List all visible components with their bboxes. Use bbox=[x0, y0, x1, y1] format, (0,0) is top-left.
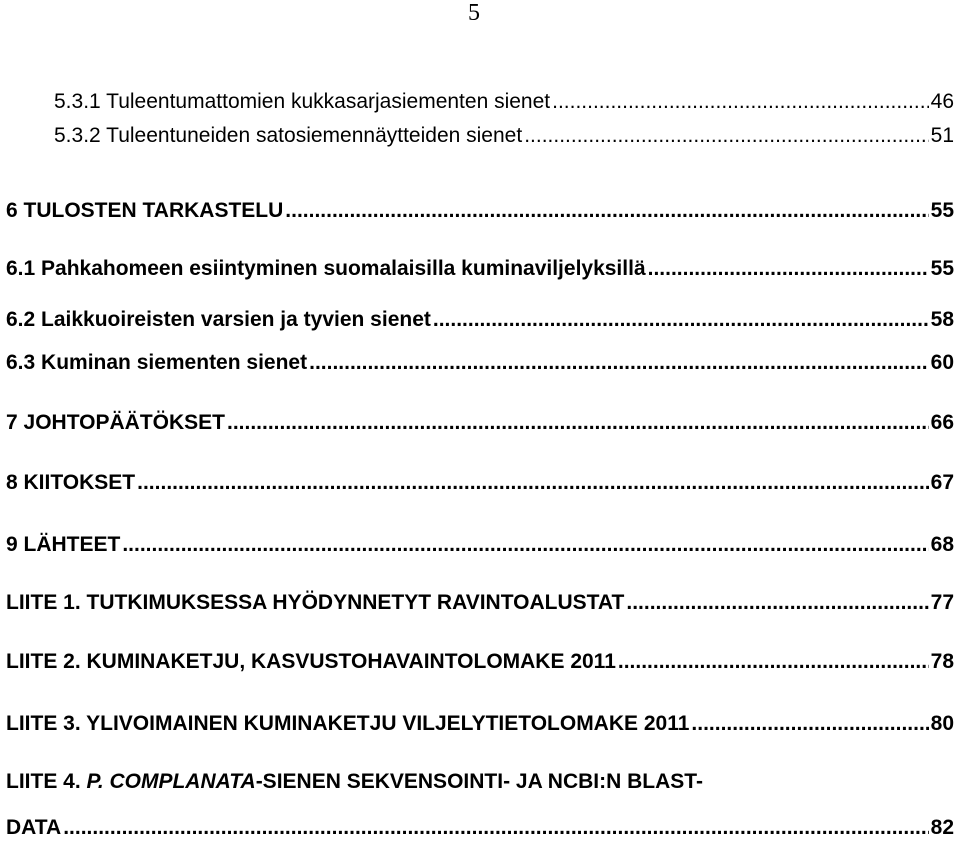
toc-entry-page: 55 bbox=[930, 199, 954, 222]
toc-entry-liite-2[interactable] bbox=[6, 649, 954, 675]
toc-dot-leader bbox=[552, 89, 929, 115]
toc-entry-prefix: LIITE 4. bbox=[6, 770, 87, 793]
toc-dot-leader bbox=[227, 410, 929, 436]
toc-entry-page: 78 bbox=[930, 650, 954, 673]
toc-entry-5-3-2[interactable] bbox=[54, 123, 954, 149]
toc-dot-leader bbox=[524, 123, 928, 149]
toc-entry-italic-species: P. COMPLANATA bbox=[86, 770, 256, 793]
toc-entry-title: LIITE 3. YLIVOIMAINEN KUMINAKETJU VILJELYTIETOLOMAKE 2011 bbox=[6, 712, 690, 735]
toc-dot-leader bbox=[122, 532, 928, 558]
toc-entry-5-3-1[interactable] bbox=[54, 89, 954, 115]
toc-entry-liite-3[interactable] bbox=[6, 711, 954, 737]
toc-entry-title: DATA bbox=[6, 816, 62, 839]
toc-entry-liite-4-line1[interactable] bbox=[6, 769, 703, 795]
toc-dot-leader bbox=[626, 590, 928, 616]
toc-entry-page: 82 bbox=[930, 816, 954, 839]
toc-entry-page: 60 bbox=[930, 351, 954, 374]
page-number: 5 bbox=[468, 0, 480, 26]
toc-entry-title: 5.3.1 Tuleentumattomien kukkasarjasiementen sienet bbox=[54, 90, 551, 113]
toc-entry-title: 7 JOHTOPÄÄTÖKSET bbox=[6, 411, 225, 434]
toc-entry-liite-1[interactable] bbox=[6, 590, 954, 616]
toc-dot-leader bbox=[433, 307, 929, 333]
toc-entry-page: 80 bbox=[930, 712, 954, 735]
toc-entry-title: 5.3.2 Tuleentuneiden satosiemennäytteiden sienet bbox=[54, 124, 523, 147]
toc-dot-leader bbox=[285, 198, 928, 224]
toc-entry-8[interactable] bbox=[6, 470, 954, 496]
toc-entry-page: 55 bbox=[930, 257, 954, 280]
toc-entry-page: 77 bbox=[930, 591, 954, 614]
toc-entry-7[interactable] bbox=[6, 410, 954, 436]
toc-entry-page: 66 bbox=[930, 411, 954, 434]
toc-entry-6-2[interactable] bbox=[6, 307, 954, 333]
toc-dot-leader bbox=[691, 711, 928, 737]
toc-entry-6[interactable] bbox=[6, 198, 954, 224]
toc-entry-page: 46 bbox=[930, 90, 954, 113]
toc-entry-title: 9 LÄHTEET bbox=[6, 533, 121, 556]
toc-dot-leader bbox=[618, 649, 929, 675]
toc-entry-title: 6.3 Kuminan siementen sienet bbox=[6, 351, 308, 374]
toc-entry-9[interactable] bbox=[6, 532, 954, 558]
toc-dot-leader bbox=[137, 470, 929, 496]
toc-entry-page: 58 bbox=[930, 308, 954, 331]
toc-entry-page: 67 bbox=[930, 471, 954, 494]
toc-dot-leader bbox=[63, 815, 928, 841]
toc-entry-page: 68 bbox=[930, 533, 954, 556]
toc-entry-title: 6 TULOSTEN TARKASTELU bbox=[6, 199, 284, 222]
toc-entry-6-3[interactable] bbox=[6, 350, 954, 376]
toc-entry-page: 51 bbox=[930, 124, 954, 147]
toc-entry-title: 6.2 Laikkuoireisten varsien ja tyvien sienet bbox=[6, 308, 431, 331]
toc-entry-title: LIITE 1. TUTKIMUKSESSA HYÖDYNNETYT RAVINTOALUSTAT bbox=[6, 591, 625, 614]
toc-dot-leader bbox=[648, 256, 929, 282]
toc-entry-title-rest: -SIENEN SEKVENSOINTI- JA NCBI:N BLAST- bbox=[255, 770, 703, 793]
toc-entry-title: LIITE 2. KUMINAKETJU, KASVUSTOHAVAINTOLOMAKE 2011 bbox=[6, 650, 616, 673]
toc-entry-liite-4-line2[interactable] bbox=[6, 815, 954, 841]
toc-dot-leader bbox=[309, 350, 929, 376]
toc-entry-title: 6.1 Pahkahomeen esiintyminen suomalaisilla kuminaviljelyksillä bbox=[6, 257, 646, 280]
toc-entry-6-1[interactable] bbox=[6, 256, 954, 282]
toc-entry-title: 8 KIITOKSET bbox=[6, 471, 136, 494]
